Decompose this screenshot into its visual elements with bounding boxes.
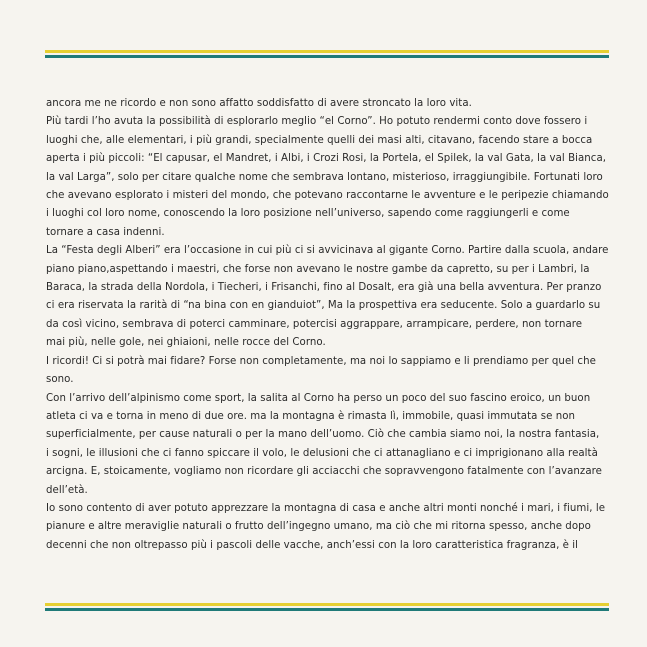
text-line: i luoghi col loro nome, conoscendo la loro posizione nell’universo, sapendo come raggiungerli e come [46, 208, 570, 220]
top-rule-green-line [45, 55, 609, 58]
bottom-decorative-rule [45, 603, 609, 612]
text-line: la val Larga”, solo per citare qualche nome che sembrava lontano, misterioso, irraggiungibile. Fortunati loro [46, 171, 603, 183]
text-line: sono. [46, 374, 74, 386]
text-line: dell’età. [46, 484, 88, 496]
bottom-rule-green-line [45, 608, 609, 611]
text-line: decenni che non oltrepasso più i pascoli delle vacche, anch’essi con la loro caratteristica fragranza, è il [46, 539, 579, 551]
top-decorative-rule [45, 50, 609, 59]
text-line: I ricordi! Ci si potrà mai fidare? Forse non completamente, ma noi lo sappiamo e li prendiamo per quel che [46, 355, 596, 367]
text-line: atleta ci va e torna in meno di due ore. ma la montagna è rimasta lì, immobile, quasi immutata se non [46, 410, 575, 422]
text-line: ci era riservata la rarità di “na bina con en gianduiot”, Ma la prospettiva era seducente. Solo a guardarlo su [46, 300, 601, 312]
text-line: Più tardi l’ho avuta la possibilità di esplorarlo meglio “el Corno”. Ho potuto rendermi conto dove fossero i [46, 116, 588, 128]
text-line: Baraca, la strada della Nordola, i Tiecheri, i Frisanchi, fino al Dosalt, era già una bella avventura. Per pranzo [46, 282, 602, 294]
text-line: da così vicino, sembrava di poterci camminare, potercisi aggrappare, arrampicare, perdere, non tornare [46, 318, 583, 330]
text-line: La “Festa degli Alberi” era l’occasione in cui più ci si avvicinava al gigante Corno. Partire dalla scuola, andare [46, 245, 609, 257]
text-line: i sogni, le illusioni che ci fanno spiccare il volo, le delusioni che ci attanagliano e ci imprigionano alla realtà [46, 447, 598, 459]
text-line: piano piano,aspettando i maestri, che forse non avevano le nostre gambe da capretto, su per i Lambri, la [46, 263, 590, 275]
text-line: arcigna. E, stoicamente, vogliamo non ricordare gli acciacchi che sopravvengono fatalmente con l’avanzare [46, 466, 602, 478]
text-line: pianure e altre meraviglie naturali o frutto dell’ingegno umano, ma ciò che mi ritorna spesso, anche dopo [46, 521, 591, 533]
text-line: tornare a casa indenni. [46, 226, 165, 238]
bottom-rule-yellow-line [45, 603, 609, 606]
text-line: ancora me ne ricordo e non sono affatto soddisfatto di avere stroncato la loro vita. [46, 98, 472, 109]
text-line: Io sono contento di aver potuto apprezzare la montagna di casa e anche altri monti nonché i mari, i fiumi, le [46, 502, 606, 514]
text-line: aperta i più piccoli: “El capusar, el Mandret, i Albi, i Crozi Rosi, la Portela, el Spilek, la val Gata, la val Bianca, [46, 153, 607, 165]
text-line: che avevano esplorato i misteri del mondo, che potevano raccontarne le avventure e le peripezie chiamando [46, 190, 609, 202]
top-rule-yellow-line [45, 50, 609, 53]
body-text [46, 95, 616, 555]
text-line: luoghi che, alle elementari, i più grandi, specialmente quelli dei masi alti, citavano, facendo stare a bocca [46, 134, 593, 146]
text-line: mai più, nelle gole, nei ghiaioni, nelle rocce del Corno. [46, 337, 326, 349]
text-line: Con l’arrivo dell’alpinismo come sport, la salita al Corno ha perso un poco del suo fascino eroico, un buon [46, 392, 591, 404]
text-line: superficialmente, per cause naturali o per la mano dell’uomo. Ciò che cambia siamo noi, la nostra fantasia, [46, 429, 600, 441]
